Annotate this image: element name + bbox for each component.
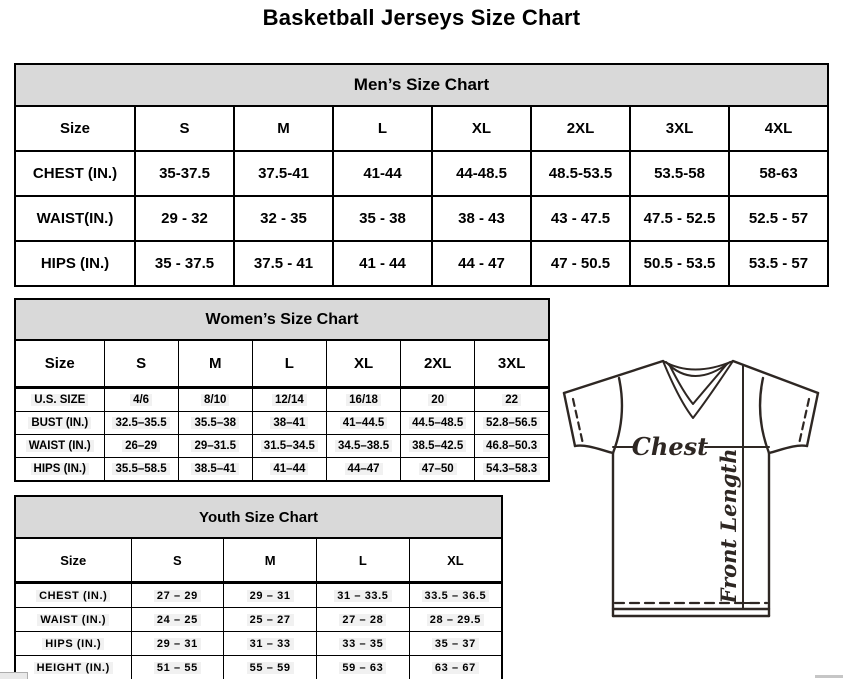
cell-text: 34.5–38.5 (335, 440, 392, 452)
col-header: S (104, 340, 178, 388)
cell-value: 53.5 - 57 (729, 241, 828, 286)
table-row (15, 458, 549, 482)
cell-value (104, 388, 178, 412)
cell-value (317, 656, 410, 679)
cell-text: 38–41 (270, 417, 308, 429)
row-label (15, 435, 104, 458)
col-header: 3XL (475, 340, 549, 388)
row-label-text: CHEST (IN.) (36, 590, 110, 602)
table-row (15, 151, 828, 196)
cell-text: 63 – 67 (432, 662, 479, 674)
cell-value (131, 632, 224, 656)
cell-value: 48.5-53.5 (531, 151, 630, 196)
col-header: XL (409, 538, 502, 583)
row-label (15, 458, 104, 482)
youth-size-chart-table (14, 495, 503, 679)
cell-value: 47 - 50.5 (531, 241, 630, 286)
row-label-text: HEIGHT (IN.) (34, 662, 113, 674)
cell-value: 35-37.5 (135, 151, 234, 196)
cell-text: 52.8–56.5 (483, 417, 540, 429)
cell-value: 38 - 43 (432, 196, 531, 241)
col-header: L (333, 106, 432, 151)
col-header: M (234, 106, 333, 151)
cell-text: 41–44 (270, 463, 308, 475)
cell-value: 52.5 - 57 (729, 196, 828, 241)
cell-value (409, 583, 502, 608)
cell-text: 38.5–41 (191, 463, 239, 475)
cell-text: 29 – 31 (247, 590, 294, 602)
cell-value (131, 583, 224, 608)
cell-text: 20 (428, 394, 447, 406)
table-title-row (15, 64, 828, 106)
cell-value (409, 608, 502, 632)
cell-text: 4/6 (130, 394, 152, 406)
row-label-text: U.S. SIZE (31, 394, 88, 406)
table-row (15, 388, 549, 412)
cell-value: 53.5-58 (630, 151, 729, 196)
cell-text: 54.3–58.3 (483, 463, 540, 475)
cell-value (224, 632, 317, 656)
cell-value (178, 388, 252, 412)
cell-value: 41 - 44 (333, 241, 432, 286)
cell-value (401, 458, 475, 482)
cell-text: 33.5 – 36.5 (422, 590, 490, 602)
cell-text: 59 – 63 (339, 662, 386, 674)
col-header: S (131, 538, 224, 583)
cell-text: 51 – 55 (154, 662, 201, 674)
cell-value (475, 412, 549, 435)
col-header: XL (326, 340, 400, 388)
cell-value (326, 388, 400, 412)
page-title: Basketball Jerseys Size Chart (262, 5, 581, 30)
cell-value: 32 - 35 (234, 196, 333, 241)
jersey-outline (564, 361, 818, 616)
cell-text: 44–47 (345, 463, 383, 475)
table-row (15, 435, 549, 458)
col-header: L (317, 538, 410, 583)
cell-value (401, 435, 475, 458)
womens-size-chart-table (14, 298, 550, 482)
cell-text: 31.5–34.5 (261, 440, 318, 452)
cell-value (409, 656, 502, 679)
cell-value: 44 - 47 (432, 241, 531, 286)
col-header: 4XL (729, 106, 828, 151)
row-label (15, 608, 131, 632)
col-header: XL (432, 106, 531, 151)
cell-text: 46.8–50.3 (483, 440, 540, 452)
table-row (15, 656, 502, 679)
row-label: HIPS (IN.) (15, 241, 135, 286)
cell-value: 47.5 - 52.5 (630, 196, 729, 241)
col-header: M (224, 538, 317, 583)
mens-size-chart-table (14, 63, 829, 287)
table-row (15, 241, 828, 286)
chest-label: Chest (631, 432, 709, 461)
cell-text: 31 – 33.5 (334, 590, 391, 602)
cell-text: 24 – 25 (154, 614, 201, 626)
table-title: Youth Size Chart (15, 496, 502, 538)
row-label (15, 656, 131, 679)
cell-value (224, 656, 317, 679)
jersey-diagram-svg (559, 358, 827, 626)
col-header: L (252, 340, 326, 388)
cell-text: 44.5–48.5 (409, 417, 466, 429)
col-header: Size (15, 538, 131, 583)
cell-value (475, 388, 549, 412)
cell-text: 32.5–35.5 (112, 417, 169, 429)
col-header: S (135, 106, 234, 151)
col-header: 2XL (401, 340, 475, 388)
cell-text: 35.5–38 (191, 417, 239, 429)
cell-value (326, 412, 400, 435)
cell-text: 26–29 (122, 440, 160, 452)
cell-text: 16/18 (346, 394, 381, 406)
cell-text: 35 – 37 (432, 638, 479, 650)
row-label: CHEST (IN.) (15, 151, 135, 196)
cell-value (326, 458, 400, 482)
cell-value: 35 - 37.5 (135, 241, 234, 286)
cell-text: 33 – 35 (339, 638, 386, 650)
col-header: 3XL (630, 106, 729, 151)
table-row (15, 196, 828, 241)
row-label (15, 388, 104, 412)
cell-text: 31 – 33 (247, 638, 294, 650)
cell-text: 28 – 29.5 (427, 614, 484, 626)
cell-text: 27 – 29 (154, 590, 201, 602)
cell-value (252, 458, 326, 482)
col-header: Size (15, 340, 104, 388)
table-row (15, 412, 549, 435)
cell-value (104, 435, 178, 458)
cell-text: 27 – 28 (339, 614, 386, 626)
cell-value: 37.5 - 41 (234, 241, 333, 286)
cell-value: 58-63 (729, 151, 828, 196)
cell-value (475, 435, 549, 458)
cutoff-element-bottom-left (0, 672, 28, 679)
col-header: 2XL (531, 106, 630, 151)
cell-value (317, 583, 410, 608)
row-label-text: HIPS (IN.) (31, 463, 89, 475)
cell-text: 29–31.5 (191, 440, 239, 452)
cell-text: 29 – 31 (154, 638, 201, 650)
cell-value (401, 412, 475, 435)
v-neck-collar (663, 361, 733, 418)
column-header-row (15, 538, 502, 583)
cell-text: 41–44.5 (340, 417, 388, 429)
row-label: WAIST(IN.) (15, 196, 135, 241)
cutoff-element-bottom-right (815, 675, 843, 678)
cell-value (224, 608, 317, 632)
table-title: Men’s Size Chart (15, 64, 828, 106)
cell-value (104, 458, 178, 482)
cell-value: 44-48.5 (432, 151, 531, 196)
front-length-label: Front Length (716, 448, 741, 604)
cell-value (326, 435, 400, 458)
row-label (15, 632, 131, 656)
cell-value (178, 412, 252, 435)
row-label-text: WAIST (IN.) (37, 614, 109, 626)
cell-text: 35.5–58.5 (112, 463, 169, 475)
cell-value: 37.5-41 (234, 151, 333, 196)
column-header-row (15, 340, 549, 388)
row-label-text: HIPS (IN.) (42, 638, 104, 650)
table-row (15, 608, 502, 632)
cell-value (317, 608, 410, 632)
cell-text: 22 (502, 394, 521, 406)
cell-value (252, 388, 326, 412)
col-header: Size (15, 106, 135, 151)
row-label (15, 412, 104, 435)
column-header-row (15, 106, 828, 151)
cell-value: 43 - 47.5 (531, 196, 630, 241)
cell-value (475, 458, 549, 482)
cell-value (409, 632, 502, 656)
cell-value: 29 - 32 (135, 196, 234, 241)
cell-value: 41-44 (333, 151, 432, 196)
col-header: M (178, 340, 252, 388)
cell-value: 50.5 - 53.5 (630, 241, 729, 286)
cell-value (224, 583, 317, 608)
cell-value (401, 388, 475, 412)
row-label (15, 583, 131, 608)
cell-text: 55 – 59 (247, 662, 294, 674)
cell-text: 47–50 (419, 463, 457, 475)
table-title: Women’s Size Chart (15, 299, 549, 340)
cell-value (178, 435, 252, 458)
table-row (15, 583, 502, 608)
cell-text: 25 – 27 (247, 614, 294, 626)
table-title-row (15, 299, 549, 340)
jersey-measurement-diagram (559, 358, 827, 626)
cell-text: 12/14 (272, 394, 307, 406)
cell-value (131, 608, 224, 632)
cell-value (178, 458, 252, 482)
cell-value (104, 412, 178, 435)
cell-text: 38.5–42.5 (409, 440, 466, 452)
cell-value (317, 632, 410, 656)
table-title-row (15, 496, 502, 538)
table-row (15, 632, 502, 656)
cell-value (252, 435, 326, 458)
cell-value: 35 - 38 (333, 196, 432, 241)
row-label-text: BUST (IN.) (28, 417, 91, 429)
row-label-text: WAIST (IN.) (26, 440, 94, 452)
cell-value (131, 656, 224, 679)
cell-value (252, 412, 326, 435)
cell-text: 8/10 (201, 394, 229, 406)
